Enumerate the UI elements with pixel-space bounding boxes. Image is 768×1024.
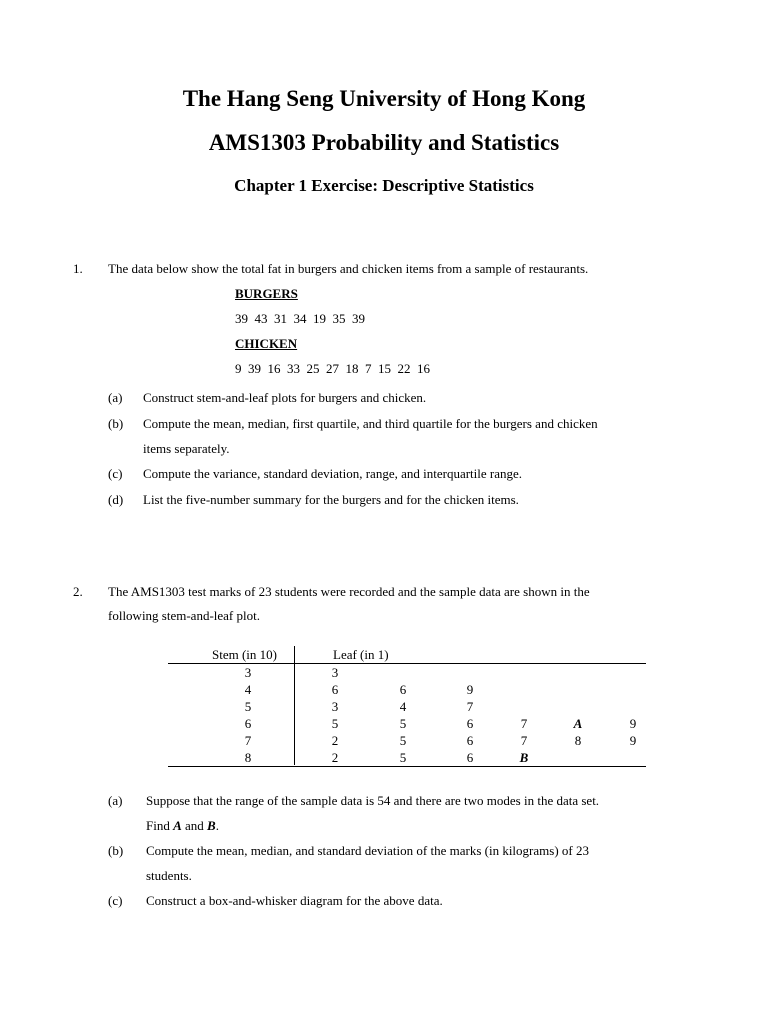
stem-cell: 4 (244, 682, 252, 697)
leaf-cell: 6 (399, 682, 407, 697)
q1d-text: List the five-number summary for the burgers and for the chicken items. (143, 492, 519, 507)
burgers-label: BURGERS (235, 286, 298, 301)
leaf-cell: 3 (331, 665, 339, 680)
leaf-cell: B (519, 750, 529, 765)
leaf-cell: A (573, 716, 583, 731)
q2a-text: Suppose that the range of the sample data is 54 and there are two modes in the data set. (146, 793, 600, 808)
q2c-text: Construct a box-and-whisker diagram for the above data. (146, 893, 443, 908)
leaf-cell: 6 (331, 682, 339, 697)
q2-text-line2: following stem-and-leaf plot. (108, 608, 260, 623)
q2a-end: . (215, 818, 219, 833)
stem-cell: 5 (244, 699, 252, 714)
leaf-cell: 9 (629, 733, 637, 748)
course-title: AMS1303 Probability and Statistics (208, 130, 560, 155)
leaf-cell: 2 (331, 733, 339, 748)
q1d-label: (d) (108, 492, 124, 507)
chicken-data: 9 39 16 33 25 27 18 7 15 22 16 (235, 361, 430, 376)
q2a-find: Find (146, 818, 174, 833)
q2c-label: (c) (108, 893, 123, 908)
leaf-cell: 4 (399, 699, 407, 714)
q2-number: 2. (73, 584, 83, 599)
university-title: The Hang Seng University of Hong Kong (182, 86, 586, 111)
leaf-cell: 7 (520, 733, 528, 748)
q1b-text: Compute the mean, median, first quartile, and third quartile for the burgers and chicken (143, 416, 598, 431)
leaf-cell: 5 (331, 716, 339, 731)
burgers-data: 39 43 31 34 19 35 39 (235, 311, 365, 326)
table-row (168, 681, 646, 698)
table-row (168, 732, 646, 749)
leaf-cell: 6 (466, 733, 474, 748)
leaf-cell: 5 (399, 733, 407, 748)
leaf-cell: 9 (629, 716, 637, 731)
leaf-header: Leaf (in 1) (333, 647, 389, 662)
q2a-var-a: A (173, 818, 182, 833)
chapter-title: Chapter 1 Exercise: Descriptive Statistics (234, 176, 534, 195)
q2a-var-b: B (207, 818, 216, 833)
q1c-label: (c) (108, 466, 123, 481)
q1a-label: (a) (108, 390, 123, 405)
q1b-label: (b) (108, 416, 124, 431)
table-row (168, 715, 646, 732)
q1b-text-line2: items separately. (143, 441, 230, 456)
leaf-cell: 7 (520, 716, 528, 731)
stem-leaf-table (168, 646, 646, 767)
q2b-text-line2: students. (146, 868, 192, 883)
leaf-cell: 6 (466, 716, 474, 731)
leaf-cell: 9 (466, 682, 474, 697)
table-row (168, 749, 646, 767)
leaf-cell: 7 (466, 699, 474, 714)
table-header (168, 646, 646, 664)
q1c-text: Compute the variance, standard deviation, range, and interquartile range. (143, 466, 523, 481)
table-row (168, 664, 646, 681)
q1-text: The data below show the total fat in burgers and chicken items from a sample of restaurants. (108, 261, 589, 276)
q2b-text: Compute the mean, median, and standard deviation of the marks (in kilograms) of 23 (146, 843, 589, 858)
stem-cell: 6 (244, 716, 252, 731)
q2a-text-line2 (146, 818, 219, 834)
leaf-cell: 5 (399, 750, 407, 765)
q2a-and: and (181, 818, 208, 833)
leaf-cell: 6 (466, 750, 474, 765)
chicken-label: CHICKEN (235, 336, 298, 351)
leaf-cell: 5 (399, 716, 407, 731)
q1a-text: Construct stem-and-leaf plots for burgers and chicken. (143, 390, 427, 405)
q2-text: The AMS1303 test marks of 23 students were recorded and the sample data are shown in the (108, 584, 590, 599)
stem-cell: 7 (244, 733, 252, 748)
q1-number: 1. (73, 261, 83, 276)
leaf-cell: 8 (574, 733, 582, 748)
q2a-label: (a) (108, 793, 123, 808)
leaf-cell: 2 (331, 750, 339, 765)
table-row (168, 698, 646, 715)
stem-cell: 8 (244, 750, 252, 765)
stem-header: Stem (in 10) (212, 647, 277, 662)
stem-cell: 3 (244, 665, 252, 680)
q2b-label: (b) (108, 843, 124, 858)
leaf-cell: 3 (331, 699, 339, 714)
